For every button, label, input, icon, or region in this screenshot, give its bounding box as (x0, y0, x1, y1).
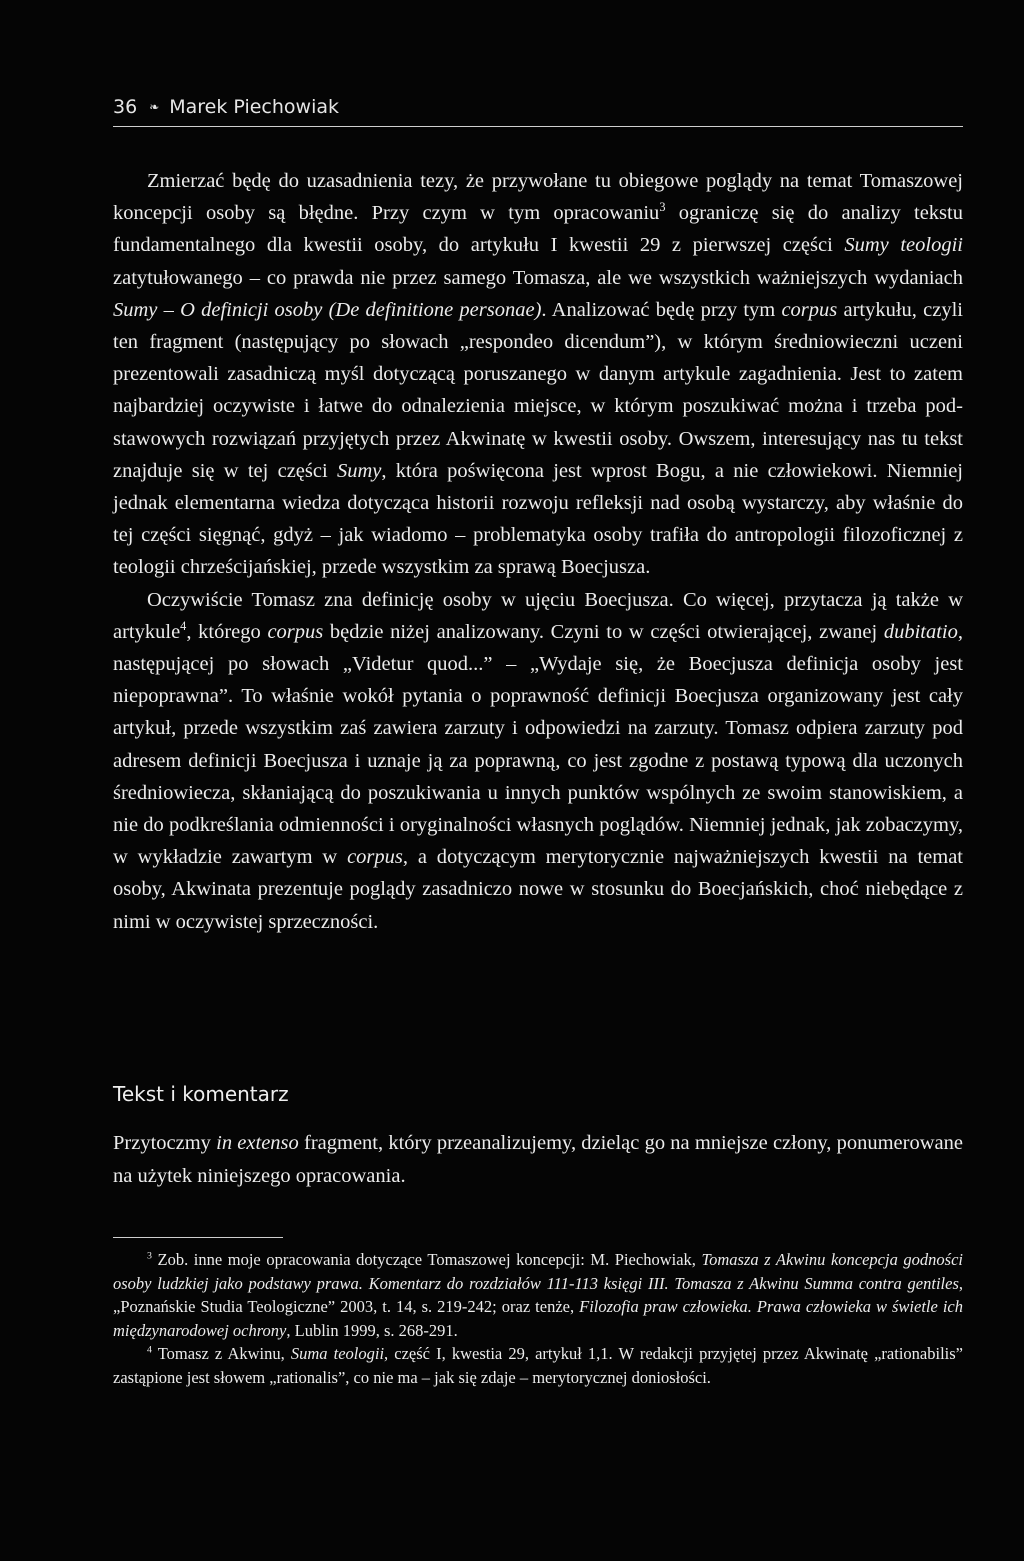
running-head-author: Marek Piechowiak (169, 96, 339, 118)
header-rule (113, 126, 963, 127)
ornament-icon: ❧ (149, 100, 160, 114)
text-run: , Lublin 1999, s. 268-291. (286, 1320, 458, 1340)
text-run: , „Poznańskie Studia Teologiczne” 2003, t. 14, s. 219-242; oraz tenże, (113, 1273, 963, 1317)
italic-run: Filozofia praw człowieka. Prawa człowieka w świetle ich międzynarodowej ochrony (113, 1297, 963, 1340)
text-run: Oczywiście Tomasz zna definicję osoby w ujęciu Boecjusza. Co więcej, przytacza ją także w artykule (113, 588, 963, 643)
text-run: ograniczę się do analizy tekstu fundamentalnego dla kwestii osoby, do artykułu I kwestii 29 z pierwszej części (113, 202, 963, 257)
text-run: będzie niżej analizowany. Czyni to w części otwierającej, zwanej (323, 620, 884, 643)
italic-run: Tomasza z Akwinu koncepcja godności osoby ludzkiej jako podstawy prawa. Komentarz do rozdziałów 111-113 księgi III. Tomasza z Akwinu Summa contra gentiles (113, 1250, 963, 1293)
footnote-4 (113, 1342, 963, 1389)
running-head (113, 96, 963, 118)
footnote-number: 3 (147, 1250, 152, 1262)
text-run: zatytułowanego – co prawda nie przez samego Tomasza, ale we wszystkich ważniejszych wydaniach (113, 266, 963, 289)
italic-run: in extenso (216, 1132, 299, 1154)
footnote-number: 4 (147, 1344, 152, 1356)
text-run: , którego (186, 620, 268, 643)
section-heading: Tekst i komentarz (113, 1082, 289, 1106)
text-run: Tomasz z Akwinu, (151, 1344, 291, 1364)
text-run: Przytoczmy (113, 1132, 217, 1154)
italic-run: Sumy teologii (844, 234, 963, 257)
text-run: , a dotyczącym merytorycznie najważniejszych kwestii na temat osoby, Akwinata prezentuje poglądy zasadniczo nowe w stosunku do Boecjańskich, choć niebędące z nimi w oczywistej sprzeczności. (113, 846, 964, 933)
text-run: , która poświęcona jest wprost Bogu, a nie człowiekowi. Niemniej jednak elementarna wiedza dotycząca historii rozwoju refleksji nad osobą wystarczy, aby właśnie do tej części sięgnąć, gdyż – jak wiadomo – problematyka osoby trafiła do antropologii filozoficznej z teologii chrześcijańskiej, przede wszystkim za sprawą Boecjusza. (113, 459, 964, 579)
text-run: , część I, kwestia 29, artykuł 1,1. W redakcji przyjętej przez Akwinatę „rationabilis” zastąpione jest słowem „rationalis”, co nie ma – jak się zdaje – merytorycznej doniosłości. (113, 1344, 963, 1387)
main-text (113, 165, 963, 938)
italic-run: Sumy – O definicji osoby (De definitione personae) (113, 298, 542, 321)
footnotes (113, 1248, 963, 1390)
text-run: Zob. inne moje opracowania dotyczące Tomaszowej koncepcji: M. Piechowiak, (151, 1250, 702, 1269)
italic-run: Sumy (336, 459, 382, 482)
footnote-ref-3[interactable]: 3 (659, 200, 666, 215)
italic-run: corpus (347, 846, 403, 869)
paragraph-1 (113, 165, 963, 584)
footnote-3 (113, 1248, 963, 1342)
footnote-rule (113, 1237, 283, 1238)
italic-run: dubitatio (883, 620, 958, 643)
section-text (113, 1127, 963, 1193)
italic-run: Suma teologii (290, 1344, 385, 1364)
italic-run: corpus (267, 620, 324, 643)
text-run: , następującej po słowach „Videtur quod...” – „Wydaje się, że Boecjusza definicja osoby jest niepoprawna”. To właśnie wokół pytania o poprawność definicji Boecjusza organizowany jest cały artykuł, przede wszystkim zaś zawiera zarzuty i odpowiedzi na zarzuty. Tomasz odpiera zarzuty pod adresem definicji Boecjusza i uznaje ją za poprawną, co jest zgodne z postawą typową dla uczonych średniowiecza, skłaniającą do poszukiwania u innych punktów wspólnych ze swoim stanowiskiem, a nie do podkreślania odmienności i oryginalności własnych poglądów. Niemniej jednak, jak zobaczymy, w wykładzie zawartym w (113, 620, 963, 869)
footnote-ref-4[interactable]: 4 (180, 619, 187, 634)
text-run: Zmierzać będę do uzasadnienia tezy, że przywołane tu obiegowe poglądy na temat Tomaszowej koncepcji osoby są błędne. Przy czym w tym opracowaniu (113, 170, 963, 225)
paragraph-3 (113, 1127, 963, 1193)
text-run: fragment, który przeanalizujemy, dzieląc go na mniejsze człony, ponumerowane na użytek niniejszego opracowania. (113, 1132, 963, 1187)
text-run: artykułu, czyli ten fragment (następujący po słowach „respondeo dicendum”), w którym średniowieczni uczeni prezentowali zasadniczą myśl dotyczącą poruszanego w danym artykule zagadnienia. Jest to zatem najbardziej oczywiste i łatwe do odnalezienia miejsce, w którym poszukiwać można i trzeba podstawowych rozwiązań przyjętych przez Akwinatę w kwestii osoby. Owszem, interesujący nas tu tekst znajduje się w tej części (113, 298, 963, 482)
paragraph-2 (113, 584, 963, 938)
text-run: . Analizować będę przy tym (541, 298, 782, 321)
page-number: 36 (113, 96, 138, 118)
italic-run: corpus (781, 298, 838, 321)
